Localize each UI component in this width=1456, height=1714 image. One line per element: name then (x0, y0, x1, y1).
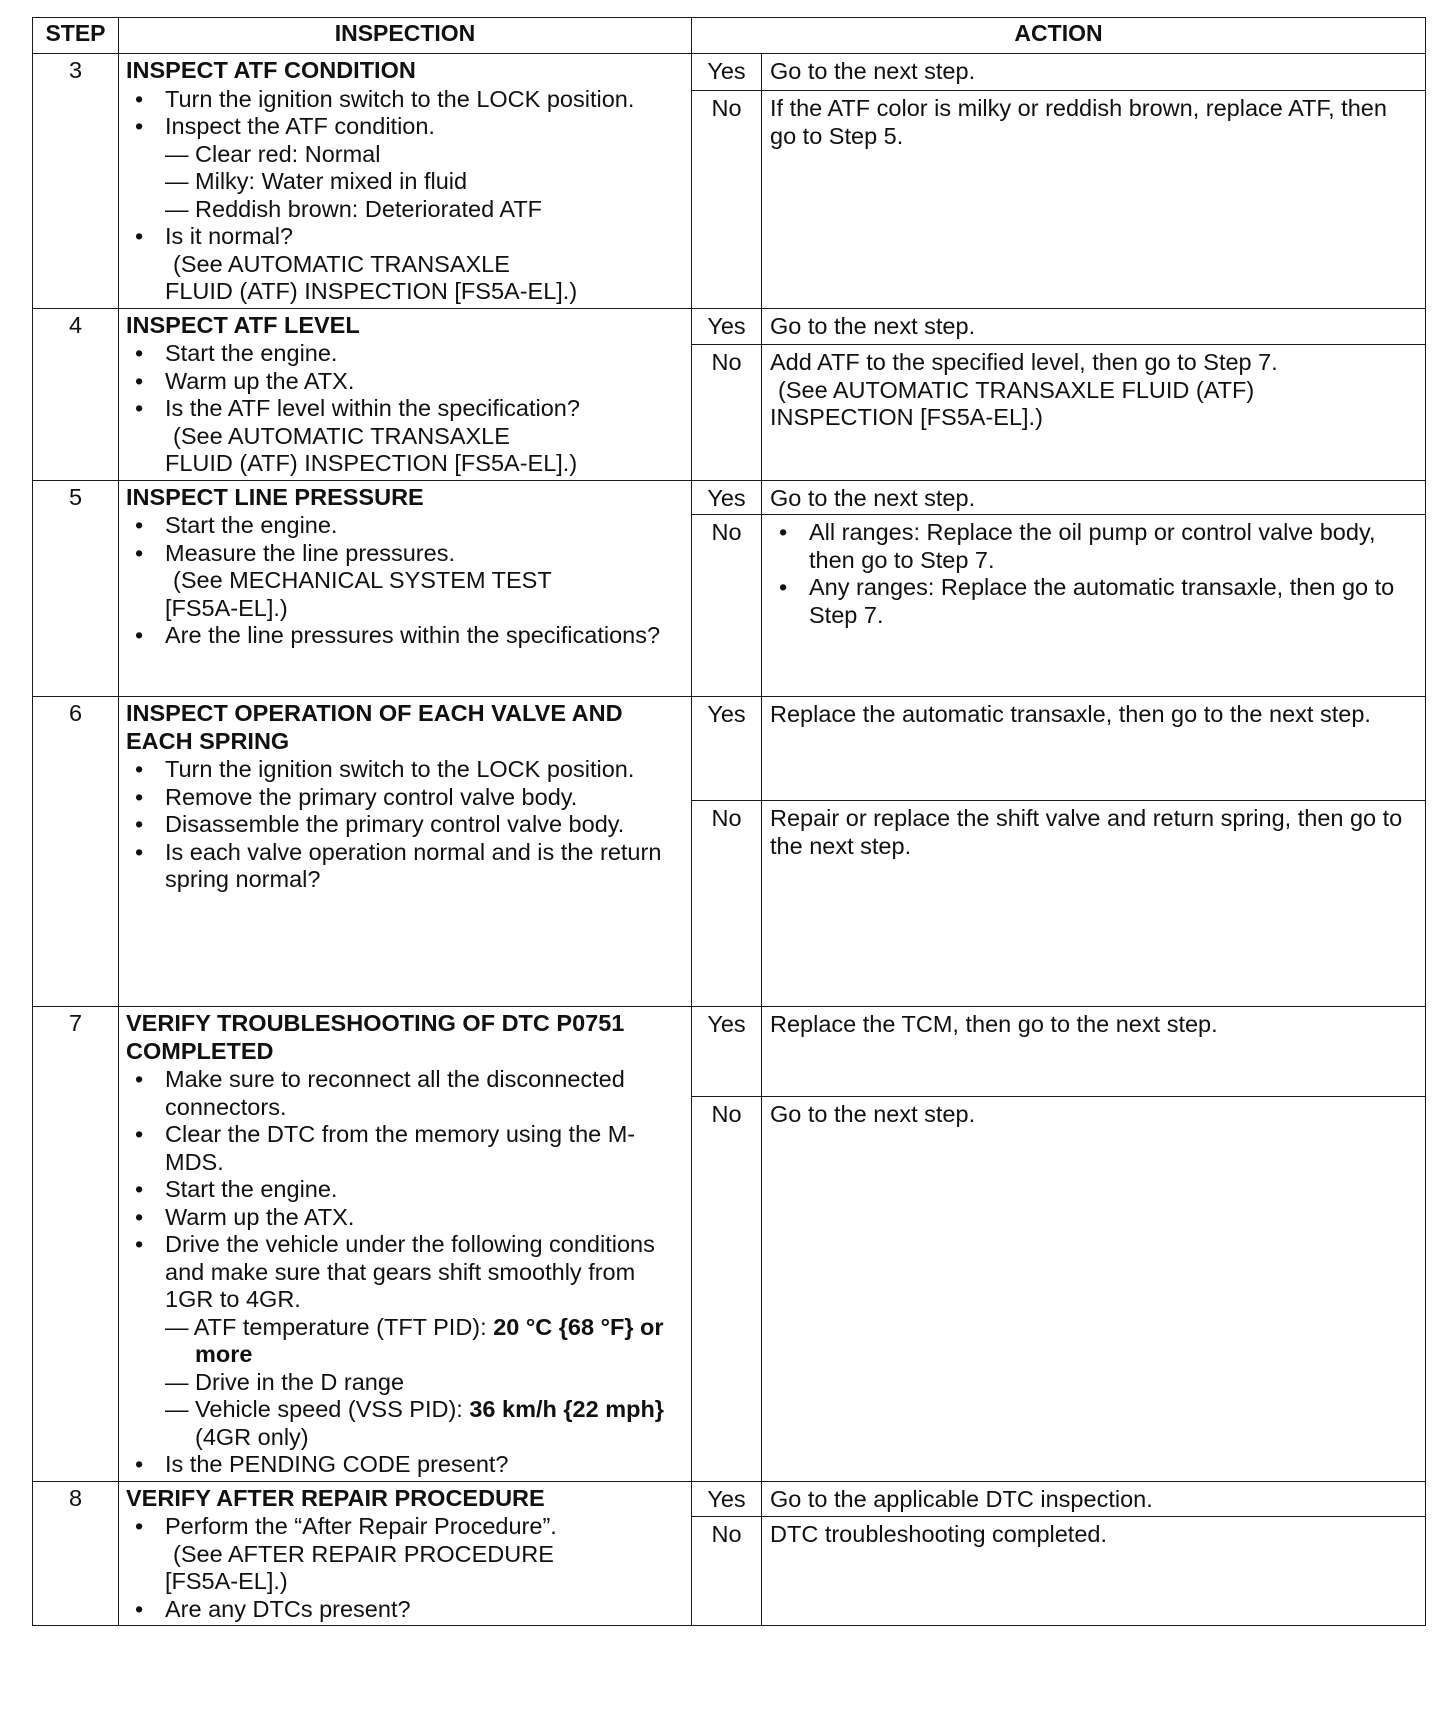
step-7-yes-row (33, 1007, 1426, 1097)
no-action: DTC troubleshooting completed. (762, 1517, 1426, 1626)
no-action: Repair or replace the shift valve and return spring, then go to the next step. (762, 801, 1426, 1007)
bullet: • Is each valve operation normal and is the return spring normal? (165, 839, 685, 894)
bullet: • Any ranges: Replace the automatic transaxle, then go to Step 7. (809, 574, 1419, 629)
step-8-yes-row (33, 1481, 1426, 1517)
reference-note: [FS5A-EL].) (165, 594, 288, 621)
condition-value: 20 °C {68 °F} or more (195, 1313, 664, 1367)
no-action-cell (762, 345, 1426, 480)
yes-label: Yes (692, 308, 762, 345)
reference-note: FLUID (ATF) INSPECTION [FS5A-EL].) (165, 450, 578, 476)
header-inspection: INSPECTION (119, 18, 692, 54)
condition-value: 36 km/h {22 mph} (469, 1396, 664, 1422)
no-action: If the ATF color is milky or reddish brown, replace ATF, then go to Step 5. (762, 91, 1426, 308)
bullet-text: Inspect the ATF condition. (165, 113, 435, 139)
inspection-cell (119, 480, 692, 697)
inspection-bullets (126, 512, 685, 650)
inspection-cell (119, 697, 692, 1007)
no-action: Go to the next step. (762, 1096, 1426, 1481)
no-label: No (692, 345, 762, 480)
inspection-bullets (126, 1066, 685, 1479)
sub-item: — Clear red: Normal (165, 140, 381, 167)
bullet: • Remove the primary control valve body. (165, 784, 685, 812)
reference-note: [FS5A-EL].) (165, 1568, 288, 1594)
no-label: No (692, 515, 762, 697)
step-number: 5 (33, 480, 119, 697)
bullet-text: Drive the vehicle under the following conditions and make sure that gears shift smoothly from 1GR to 4GR. (165, 1231, 655, 1312)
reference-note: (See AFTER REPAIR PROCEDURE (173, 1540, 554, 1567)
yes-action: Go to the next step. (762, 54, 1426, 91)
bullet: • Make sure to reconnect all the disconnected connectors. (165, 1066, 685, 1121)
no-label: No (692, 801, 762, 1007)
yes-label: Yes (692, 697, 762, 801)
bullet: • Warm up the ATX. (165, 368, 685, 396)
troubleshooting-table (32, 17, 1426, 1626)
reference-note: (See AUTOMATIC TRANSAXLE (173, 250, 510, 277)
yes-label: Yes (692, 1481, 762, 1517)
inspection-title: INSPECT ATF CONDITION (126, 57, 416, 83)
condition-item (165, 1396, 685, 1451)
inspection-title: INSPECT ATF LEVEL (126, 311, 360, 338)
bullet-text: Measure the line pressures. (165, 539, 455, 566)
condition-text: — ATF temperature (TFT PID): (165, 1313, 494, 1340)
bullet: • Are the line pressures within the specifications? (165, 622, 685, 650)
reference-note: FLUID (ATF) INSPECTION [FS5A-EL].) (165, 278, 578, 304)
no-label: No (692, 1096, 762, 1481)
header-action: ACTION (692, 18, 1426, 54)
inspection-title: VERIFY TROUBLESHOOTING OF DTC P0751 COMPLETED (126, 1010, 625, 1064)
condition-item: — Drive in the D range (165, 1368, 405, 1395)
yes-action: Go to the next step. (762, 480, 1426, 515)
step-number: 8 (33, 1481, 119, 1626)
bullet: • Disassemble the primary control valve body. (165, 811, 685, 839)
step-number: 7 (33, 1007, 119, 1482)
step-4-yes-row (33, 308, 1426, 345)
inspection-title: VERIFY AFTER REPAIR PROCEDURE (126, 1484, 545, 1511)
bullet-text: Perform the “After Repair Procedure”. (165, 1513, 557, 1539)
bullet (165, 540, 685, 623)
bullet: • Start the engine. (165, 1176, 685, 1204)
header-step: STEP (33, 18, 119, 54)
condition-text: (4GR only) (195, 1423, 309, 1450)
reference-note: (See AUTOMATIC TRANSAXLE (173, 422, 510, 449)
yes-action: Replace the TCM, then go to the next step. (762, 1007, 1426, 1097)
bullet-text: Is it normal? (165, 223, 293, 249)
reference-note: (See MECHANICAL SYSTEM TEST (173, 567, 552, 593)
inspection-cell (119, 1481, 692, 1626)
inspection-cell (119, 308, 692, 480)
inspection-bullets (126, 86, 685, 306)
yes-label: Yes (692, 480, 762, 515)
yes-label: Yes (692, 1007, 762, 1097)
bullet: • Are any DTCs present? (165, 1596, 685, 1624)
reference-note: (See AUTOMATIC TRANSAXLE FLUID (ATF) (778, 376, 1255, 403)
bullet: • Clear the DTC from the memory using the M-MDS. (165, 1121, 685, 1176)
inspection-bullets (126, 1513, 685, 1623)
yes-label: Yes (692, 54, 762, 91)
step-6-yes-row (33, 697, 1426, 801)
bullet (165, 223, 685, 306)
no-label: No (692, 91, 762, 308)
condition-item (165, 1314, 685, 1369)
bullet-text: Is the ATF level within the specification? (165, 395, 580, 421)
yes-action: Go to the next step. (762, 308, 1426, 345)
step-number: 3 (33, 54, 119, 309)
bullet (165, 1231, 685, 1451)
no-label: No (692, 1517, 762, 1626)
bullet: • Warm up the ATX. (165, 1204, 685, 1232)
troubleshooting-table-page (32, 17, 1425, 1626)
reference-note: INSPECTION [FS5A-EL].) (770, 404, 1043, 431)
bullet (165, 113, 685, 223)
step-3-yes-row (33, 54, 1426, 91)
no-action: Add ATF to the specified level, then go to Step 7. (770, 349, 1278, 376)
inspection-title: INSPECT LINE PRESSURE (126, 483, 424, 510)
bullet: • Start the engine. (165, 340, 685, 368)
sub-item: — Milky: Water mixed in fluid (165, 168, 468, 194)
yes-action: Go to the applicable DTC inspection. (762, 1481, 1426, 1517)
bullet: • Turn the ignition switch to the LOCK position. (165, 756, 685, 784)
sub-item: — Reddish brown: Deteriorated ATF (165, 195, 543, 222)
inspection-cell (119, 54, 692, 309)
yes-action: Replace the automatic transaxle, then go to the next step. (762, 697, 1426, 801)
step-number: 6 (33, 697, 119, 1007)
bullet (165, 1513, 685, 1596)
bullet: • Start the engine. (165, 512, 685, 540)
bullet (165, 395, 685, 478)
inspection-cell (119, 1007, 692, 1482)
header-row (33, 18, 1426, 54)
inspection-bullets (126, 756, 685, 894)
bullet: • All ranges: Replace the oil pump or control valve body, then go to Step 7. (809, 519, 1419, 574)
no-action-cell (762, 515, 1426, 697)
bullet: • Is the PENDING CODE present? (165, 1451, 685, 1479)
condition-text: — Vehicle speed (VSS PID): (165, 1396, 470, 1422)
step-number: 4 (33, 308, 119, 480)
inspection-title: INSPECT OPERATION OF EACH VALVE AND EACH SPRING (126, 700, 623, 754)
inspection-bullets (126, 340, 685, 478)
bullet: • Turn the ignition switch to the LOCK position. (165, 86, 685, 114)
step-5-yes-row (33, 480, 1426, 515)
action-bullets (770, 519, 1419, 629)
